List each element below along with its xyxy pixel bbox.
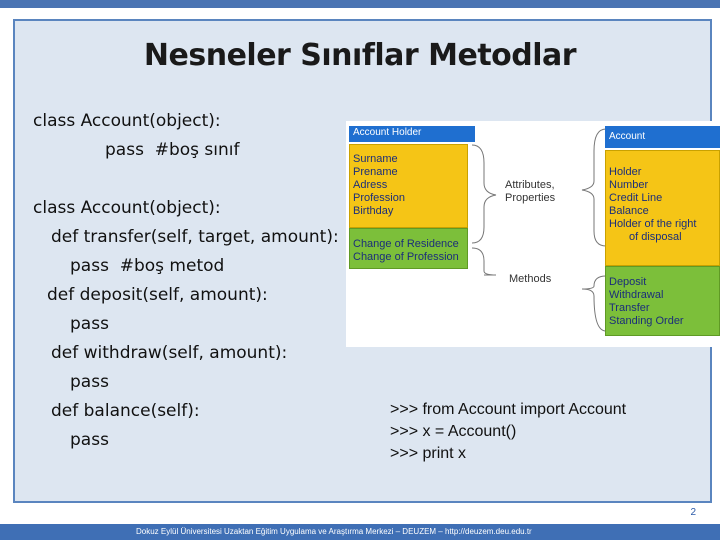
console-line: >>> from Account import Account [390, 401, 627, 418]
console-line: >>> print x [390, 445, 467, 462]
code-line: pass #boş metod [70, 256, 225, 276]
attribute-item: Number [609, 179, 649, 191]
properties-label: Properties [505, 192, 556, 204]
attribute-item: Profession [353, 192, 405, 204]
attribute-item: Holder of the right [609, 218, 697, 230]
attribute-item: Surname [353, 153, 398, 165]
attribute-item: Holder [609, 166, 642, 178]
class-diagram [346, 121, 720, 347]
attributes-label: Attributes, [505, 179, 555, 191]
attribute-item: of disposal [629, 231, 682, 243]
attribute-item: Birthday [353, 205, 394, 217]
attribute-item: Adress [353, 179, 388, 191]
console-line: >>> x = Account() [390, 423, 517, 440]
method-item: Change of Residence [353, 238, 459, 250]
methods-label: Methods [509, 273, 552, 285]
attribute-item: Prename [353, 166, 398, 178]
code-line: pass [70, 372, 109, 392]
code-line: class Account(object): [33, 198, 221, 218]
code-line: def transfer(self, target, amount): [51, 227, 339, 247]
method-item: Transfer [609, 302, 650, 314]
code-line: pass [70, 314, 109, 334]
method-item: Deposit [609, 276, 647, 288]
code-line: pass #boş sınıf [105, 140, 240, 160]
brace-connectors [470, 143, 510, 278]
top-accent-band [0, 0, 720, 8]
page-number: 2 [690, 507, 696, 518]
code-line: def withdraw(self, amount): [51, 343, 288, 363]
footer-text: Dokuz Eylül Üniversitesi Uzaktan Eğitim Uygulama ve Araştırma Merkezi – DEUZEM – http://deuzem.deu.edu.tr [136, 527, 532, 536]
brace-connectors-right [578, 126, 608, 336]
slide-title: Nesneler Sınıflar Metodlar [143, 38, 577, 73]
code-line: def deposit(self, amount): [47, 285, 268, 305]
code-line: def balance(self): [51, 401, 200, 421]
code-line: pass [70, 430, 109, 450]
account-header: Account [605, 126, 720, 148]
attribute-item: Credit Line [609, 192, 663, 204]
code-line: class Account(object): [33, 111, 221, 131]
account-holder-header: Account Holder [349, 126, 475, 142]
method-item: Withdrawal [609, 289, 664, 301]
attribute-item: Balance [609, 205, 649, 217]
method-item: Standing Order [609, 315, 684, 327]
method-item: Change of Profession [353, 251, 459, 263]
